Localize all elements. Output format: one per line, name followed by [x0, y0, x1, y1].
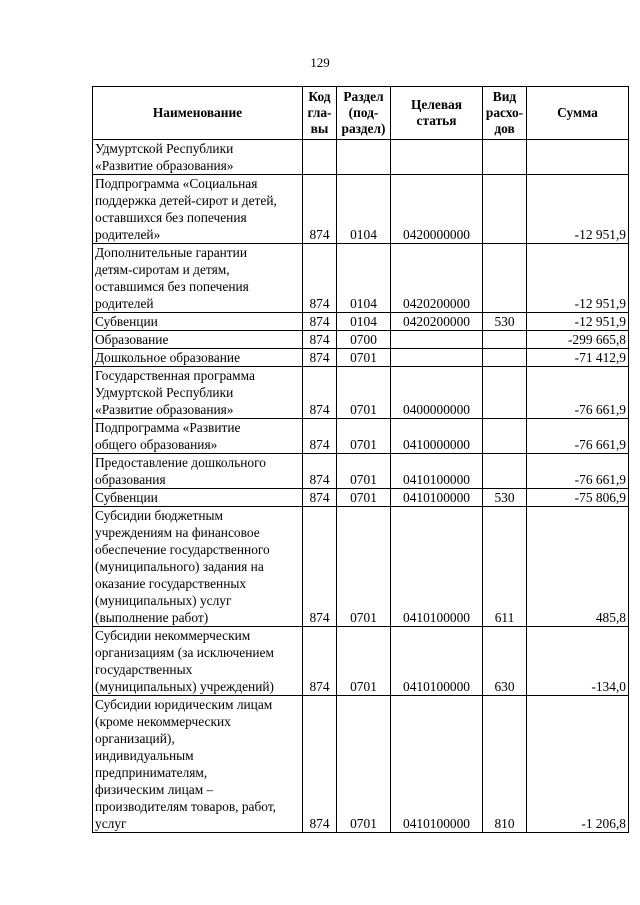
- cell-chapter: 874: [303, 489, 337, 507]
- cell-target: [391, 349, 483, 367]
- cell-name-line: Субвенции: [95, 490, 158, 505]
- cell-sum: -71 412,9: [527, 349, 629, 367]
- cell-name-line: оставшихся без попечения: [95, 210, 247, 225]
- column-header-line: Раздел: [343, 89, 384, 104]
- cell-name-line: поддержка детей-сирот и детей,: [95, 193, 277, 208]
- cell-name: [93, 507, 303, 627]
- cell-target: 0410100000: [391, 696, 483, 833]
- cell-section: 0701: [337, 507, 391, 627]
- cell-name-line: оказание государственных: [95, 576, 247, 591]
- column-header-line: раздел): [341, 121, 386, 136]
- cell-exptype: [483, 244, 527, 313]
- cell-name-line: родителей: [95, 296, 154, 311]
- cell-section: 0701: [337, 367, 391, 419]
- cell-name-line: Подпрограмма «Развитие: [95, 420, 241, 435]
- cell-target: 0420200000: [391, 244, 483, 313]
- table-row: [93, 313, 629, 331]
- cell-name: [93, 696, 303, 833]
- cell-target: 0400000000: [391, 367, 483, 419]
- cell-sum: -76 661,9: [527, 367, 629, 419]
- cell-target: 0410100000: [391, 454, 483, 489]
- cell-name: [93, 627, 303, 696]
- cell-name: [93, 489, 303, 507]
- cell-exptype: 630: [483, 627, 527, 696]
- cell-name: [93, 140, 303, 175]
- cell-name: [93, 367, 303, 419]
- cell-section: 0701: [337, 349, 391, 367]
- cell-target: 0410100000: [391, 627, 483, 696]
- cell-name-line: организациям (за исключением: [95, 645, 274, 660]
- cell-exptype: [483, 349, 527, 367]
- cell-name-line: Дошкольное образование: [95, 350, 241, 365]
- cell-sum: -75 806,9: [527, 489, 629, 507]
- cell-target: 0410100000: [391, 489, 483, 507]
- column-header-line: гла-: [307, 105, 332, 120]
- cell-name-line: Субсидии некоммерческим: [95, 628, 251, 643]
- cell-chapter: 874: [303, 175, 337, 244]
- cell-section: 0104: [337, 175, 391, 244]
- cell-sum: -12 951,9: [527, 244, 629, 313]
- cell-name-line: оставшимся без попечения: [95, 279, 249, 294]
- cell-exptype: [483, 419, 527, 454]
- cell-chapter: 874: [303, 507, 337, 627]
- cell-name-line: (выполнение работ): [95, 610, 209, 625]
- column-header-line: (под-: [348, 105, 379, 120]
- column-header-line: Наименование: [152, 105, 243, 120]
- cell-name-line: родителей»: [95, 227, 161, 242]
- cell-name-line: Субсидии бюджетным: [95, 508, 223, 523]
- cell-sum: -76 661,9: [527, 419, 629, 454]
- cell-name-line: государственных: [95, 662, 193, 677]
- column-header-line: статья: [416, 113, 457, 128]
- cell-target: 0410000000: [391, 419, 483, 454]
- cell-target: 0410100000: [391, 507, 483, 627]
- cell-name-line: Предоставление дошкольного: [95, 455, 266, 470]
- cell-section: 0701: [337, 696, 391, 833]
- cell-name-line: (муниципального) задания на: [95, 559, 264, 574]
- cell-sum: [527, 140, 629, 175]
- cell-name-line: индивидуальным: [95, 748, 194, 763]
- cell-sum: -76 661,9: [527, 454, 629, 489]
- cell-name-line: Субвенции: [95, 314, 158, 329]
- cell-name: [93, 331, 303, 349]
- cell-name-line: Удмуртской Республики: [95, 385, 234, 400]
- table-row: [93, 489, 629, 507]
- cell-name-line: Дополнительные гарантии: [95, 245, 247, 260]
- cell-section: 0104: [337, 244, 391, 313]
- cell-section: 0700: [337, 331, 391, 349]
- column-header-exptype: [483, 87, 527, 140]
- table-header-row: [93, 87, 629, 140]
- cell-chapter: [303, 140, 337, 175]
- cell-name: [93, 349, 303, 367]
- cell-name-line: (муниципальных) учреждений): [95, 679, 275, 694]
- cell-exptype: [483, 140, 527, 175]
- column-header-line: Сумма: [557, 105, 598, 120]
- cell-name-line: образования: [95, 472, 166, 487]
- cell-sum: -134,0: [527, 627, 629, 696]
- cell-name-line: детям-сиротам и детям,: [95, 262, 230, 277]
- table-row: [93, 244, 629, 313]
- table-row: [93, 140, 629, 175]
- cell-chapter: 874: [303, 244, 337, 313]
- table-row: [93, 419, 629, 454]
- cell-name: [93, 175, 303, 244]
- table-row: [93, 454, 629, 489]
- cell-name: [93, 419, 303, 454]
- cell-sum: -12 951,9: [527, 313, 629, 331]
- column-header-line: расхо-: [485, 105, 524, 120]
- cell-chapter: 874: [303, 627, 337, 696]
- cell-target: 0420000000: [391, 175, 483, 244]
- cell-name-line: Образование: [95, 332, 169, 347]
- column-header-line: Целевая: [411, 97, 462, 112]
- table-row: [93, 696, 629, 833]
- cell-name-line: «Развитие образования»: [95, 158, 234, 173]
- table-row: [93, 349, 629, 367]
- cell-sum: -1 206,8: [527, 696, 629, 833]
- column-header-chapter: [303, 87, 337, 140]
- cell-chapter: 874: [303, 454, 337, 489]
- cell-name: [93, 244, 303, 313]
- cell-section: 0701: [337, 489, 391, 507]
- column-header-section: [337, 87, 391, 140]
- cell-name: [93, 454, 303, 489]
- cell-name-line: «Развитие образования»: [95, 402, 234, 417]
- column-header-line: вы: [310, 121, 329, 136]
- cell-sum: -12 951,9: [527, 175, 629, 244]
- cell-name-line: производителям товаров, работ,: [95, 799, 277, 814]
- cell-name-line: Государственная программа: [95, 368, 255, 383]
- cell-name-line: (кроме некоммерческих: [95, 714, 231, 729]
- cell-section: 0701: [337, 454, 391, 489]
- table-body: [93, 140, 629, 833]
- table-row: [93, 627, 629, 696]
- cell-name-line: предпринимателям,: [95, 765, 208, 780]
- cell-name-line: (муниципальных) услуг: [95, 593, 232, 608]
- cell-chapter: 874: [303, 367, 337, 419]
- table-row: [93, 175, 629, 244]
- column-header-line: Вид: [492, 89, 517, 104]
- column-header-sum: [527, 87, 629, 140]
- cell-exptype: 530: [483, 489, 527, 507]
- cell-target: [391, 140, 483, 175]
- cell-name-line: учреждениям на финансовое: [95, 525, 260, 540]
- cell-name-line: общего образования»: [95, 437, 218, 452]
- page-number: 129: [310, 55, 330, 70]
- cell-section: 0701: [337, 419, 391, 454]
- cell-chapter: 874: [303, 349, 337, 367]
- cell-exptype: [483, 367, 527, 419]
- table-row: [93, 331, 629, 349]
- cell-section: 0701: [337, 627, 391, 696]
- cell-name-line: физическим лицам –: [95, 782, 214, 797]
- cell-target: [391, 331, 483, 349]
- cell-name-line: организаций),: [95, 731, 175, 746]
- cell-target: 0420200000: [391, 313, 483, 331]
- cell-section: [337, 140, 391, 175]
- table-row: [93, 367, 629, 419]
- cell-name-line: Субсидии юридическим лицам: [95, 697, 273, 712]
- budget-table: [92, 86, 629, 833]
- column-header-name: [93, 87, 303, 140]
- cell-exptype: 530: [483, 313, 527, 331]
- cell-chapter: 874: [303, 313, 337, 331]
- cell-name-line: услуг: [95, 816, 127, 831]
- column-header-line: Код: [308, 89, 331, 104]
- cell-exptype: [483, 175, 527, 244]
- cell-sum: -299 665,8: [527, 331, 629, 349]
- cell-name-line: Подпрограмма «Социальная: [95, 176, 258, 191]
- cell-name-line: Удмуртской Республики: [95, 141, 234, 156]
- table-row: [93, 507, 629, 627]
- cell-exptype: [483, 331, 527, 349]
- cell-name: [93, 313, 303, 331]
- cell-chapter: 874: [303, 696, 337, 833]
- cell-sum: 485,8: [527, 507, 629, 627]
- cell-section: 0104: [337, 313, 391, 331]
- cell-name-line: обеспечение государственного: [95, 542, 270, 557]
- cell-exptype: 611: [483, 507, 527, 627]
- column-header-target: [391, 87, 483, 140]
- cell-exptype: [483, 454, 527, 489]
- cell-exptype: 810: [483, 696, 527, 833]
- cell-chapter: 874: [303, 331, 337, 349]
- cell-chapter: 874: [303, 419, 337, 454]
- column-header-line: дов: [494, 121, 515, 136]
